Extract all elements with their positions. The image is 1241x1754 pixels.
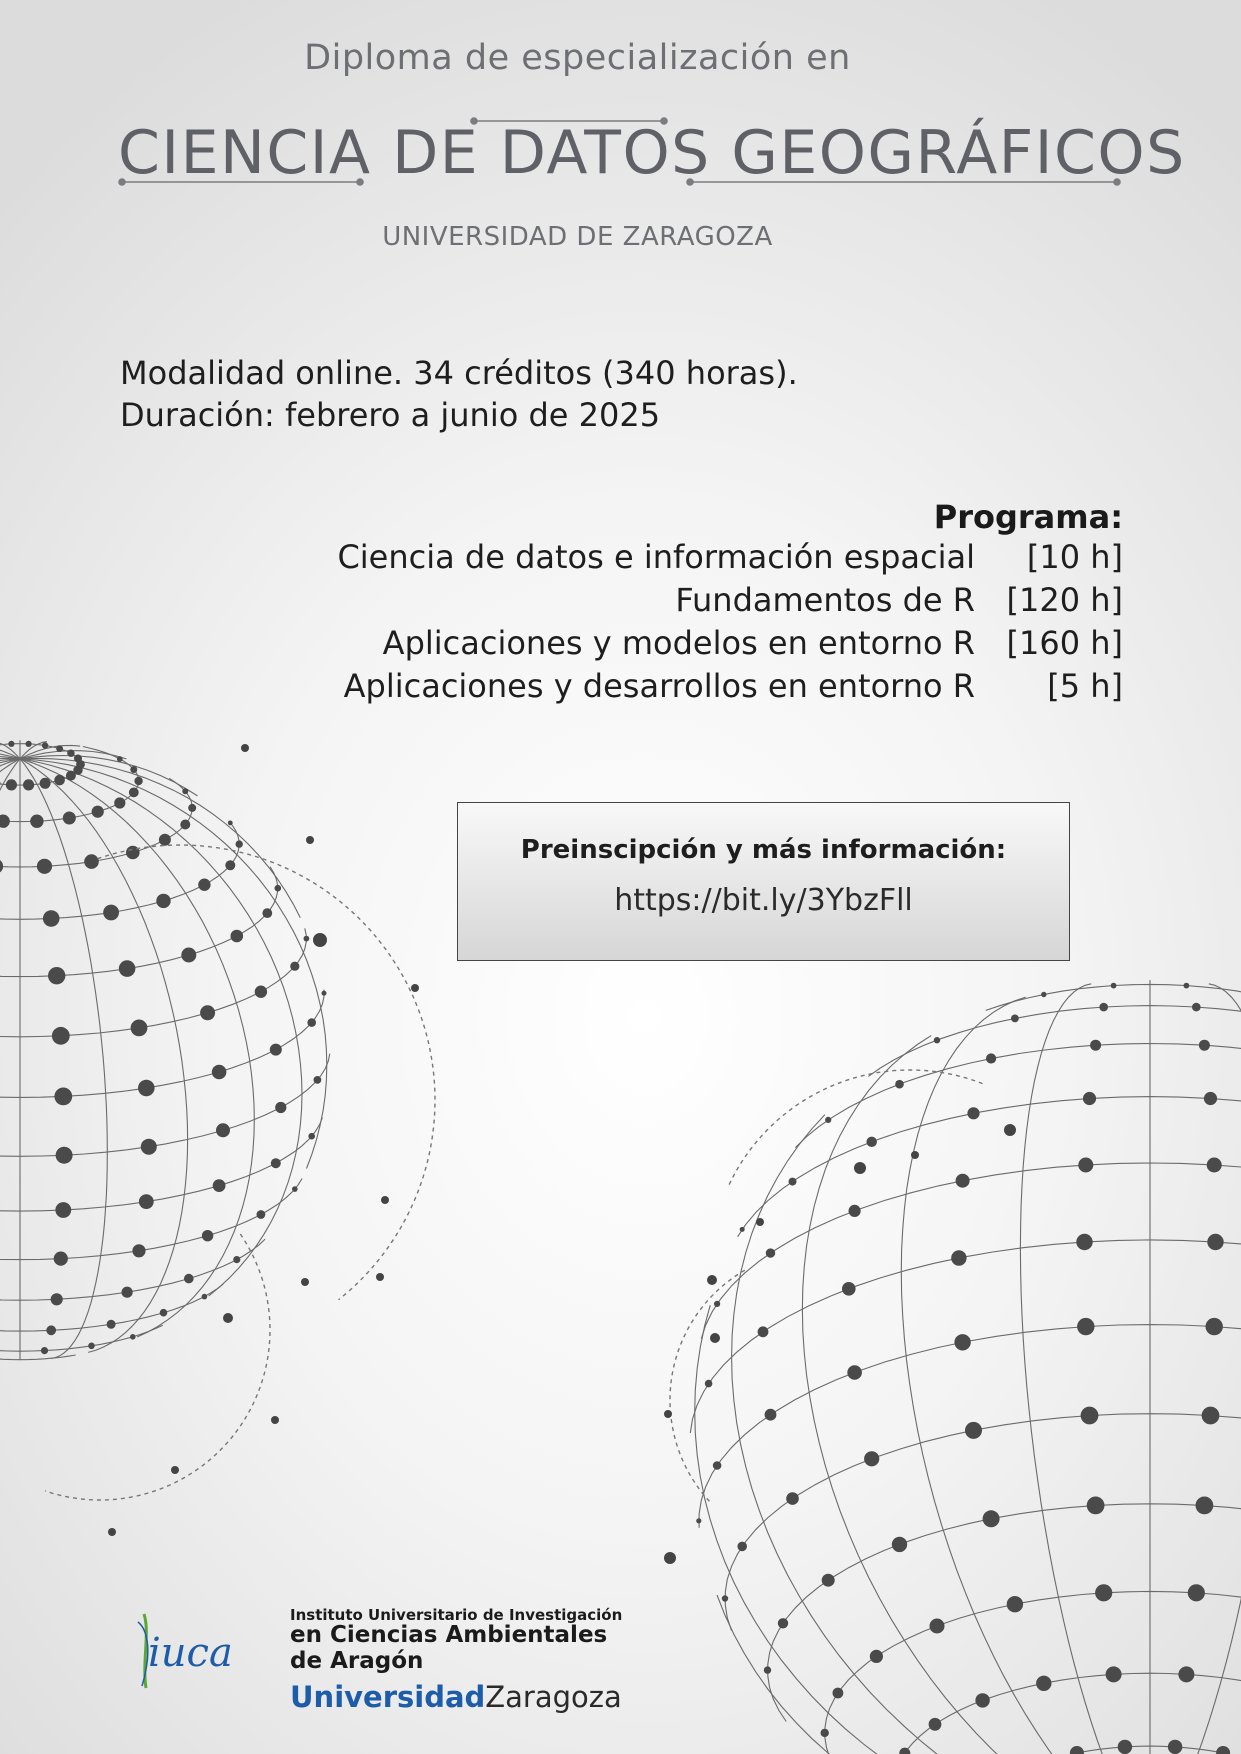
programa-heading: Programa:	[933, 498, 1123, 536]
program-item	[303, 538, 1123, 580]
program-title: CIENCIA DE DATOS GEOGRÁFICOS	[118, 118, 1186, 188]
program-item-name: Aplicaciones y desarrollos en entorno R	[343, 667, 975, 705]
university-logo-part1: Universidad	[290, 1680, 486, 1714]
program-item-name: Aplicaciones y modelos en entorno R	[382, 624, 975, 662]
globe-right-icon	[664, 980, 1241, 1754]
program-item	[303, 667, 1123, 709]
program-item-hours: [160 h]	[1006, 624, 1123, 662]
institute-line-1: Instituto Universitario de Investigación	[290, 1606, 623, 1624]
university-logo	[290, 1680, 622, 1714]
institute-line-3: de Aragón	[290, 1648, 424, 1674]
registration-link[interactable]: https://bit.ly/3YbzFll	[614, 883, 913, 918]
iuca-logo-text: iuca	[148, 1630, 233, 1676]
university-logo-part2: Zaragoza	[485, 1680, 622, 1714]
duration-text: Duración: febrero a junio de 2025	[120, 396, 661, 434]
institute-line-2: en Ciencias Ambientales	[290, 1622, 608, 1648]
university-name: UNIVERSIDAD DE ZARAGOZA	[382, 222, 773, 252]
registration-box	[457, 802, 1070, 961]
program-item-hours: [5 h]	[1047, 667, 1123, 705]
program-item	[303, 581, 1123, 623]
program-item-name: Fundamentos de R	[675, 581, 975, 619]
modality-text: Modalidad online. 34 créditos (340 horas).	[120, 354, 798, 392]
diploma-subtitle: Diploma de especialización en	[304, 38, 851, 78]
program-item-name: Ciencia de datos e información espacial	[337, 538, 975, 576]
program-item-hours: [120 h]	[1006, 581, 1123, 619]
program-item	[303, 624, 1123, 666]
globe-left-icon	[0, 740, 435, 1536]
registration-heading: Preinscipción y más información:	[520, 835, 1007, 865]
iuca-logo-icon	[134, 1612, 254, 1692]
program-item-hours: [10 h]	[1026, 538, 1123, 576]
